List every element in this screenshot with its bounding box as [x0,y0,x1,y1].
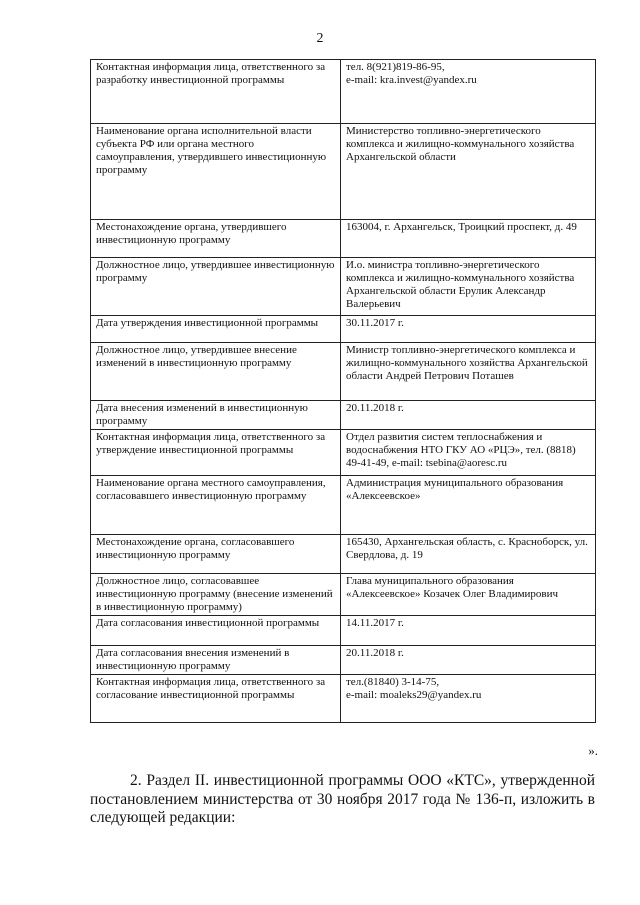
table-row [91,535,596,574]
table-row [91,574,596,616]
row-label: Контактная информация лица, ответственного за согласование инвестиционной программы [91,675,341,723]
row-label: Контактная информация лица, ответственного за утверждение инвестиционной программы [91,430,341,476]
closing-quote: ». [588,743,598,758]
row-label: Дата внесения изменений в инвестиционную программу [91,401,341,430]
table-row [91,430,596,476]
table-row [91,258,596,316]
row-value: Администрация муниципального образования «Алексеевское» [341,476,596,535]
row-label: Должностное лицо, утвердившее внесение изменений в инвестиционную программу [91,343,341,401]
table-row [91,316,596,343]
table-row [91,343,596,401]
table-row [91,616,596,646]
row-label: Дата утверждения инвестиционной программы [91,316,341,343]
row-value: Министр топливно-энергетического комплекса и жилищно-коммунального хозяйства Архангельской области Андрей Петрович Поташев [341,343,596,401]
row-value: 20.11.2018 г. [341,646,596,675]
table-row [91,220,596,258]
row-value: 30.11.2017 г. [341,316,596,343]
row-label: Дата согласования внесения изменений в инвестиционную программу [91,646,341,675]
row-value: Министерство топливно-энергетического комплекса и жилищно-коммунального хозяйства Архангельской области [341,124,596,220]
row-label: Должностное лицо, утвердившее инвестиционную программу [91,258,341,316]
row-label: Местонахождение органа, утвердившего инвестиционную программу [91,220,341,258]
table-row [91,401,596,430]
row-value: 14.11.2017 г. [341,616,596,646]
row-label: Должностное лицо, согласовавшее инвестиционную программу (внесение изменений в инвестиционную программу) [91,574,341,616]
row-value: тел. 8(921)819-86-95, e-mail: kra.invest@yandex.ru [341,60,596,124]
investment-program-info-table [90,59,596,723]
row-value: тел.(81840) 3-14-75, e-mail: moaleks29@yandex.ru [341,675,596,723]
row-value: Отдел развития систем теплоснабжения и водоснабжения НТО ГКУ АО «РЦЭ», тел. (8818) 49-41-49, e-mail: tsebina@aoresc.ru [341,430,596,476]
table-row [91,476,596,535]
row-label: Наименование органа исполнительной власти субъекта РФ или органа местного самоуправления, утвердившего инвестиционную программу [91,124,341,220]
row-label: Дата согласования инвестиционной программы [91,616,341,646]
body-paragraph: 2. Раздел II. инвестиционной программы ООО «КТС», утвержденной постановлением министерства от 30 ноября 2017 года № 136-п, изложить в следующей редакции: [90,772,595,826]
row-value: И.о. министра топливно-энергетического комплекса и жилищно-коммунального хозяйства Архангельской области Ерулик Александр Валерьевич [341,258,596,316]
page-number: 2 [316,31,324,46]
row-label: Контактная информация лица, ответственного за разработку инвестиционной программы [91,60,341,124]
row-value: 165430, Архангельская область, с. Красноборск, ул. Свердлова, д. 19 [341,535,596,574]
table-row [91,124,596,220]
table-row [91,646,596,675]
row-value: 20.11.2018 г. [341,401,596,430]
row-value: Глава муниципального образования «Алексеевское» Козачек Олег Владимирович [341,574,596,616]
row-label: Местонахождение органа, согласовавшего инвестиционную программу [91,535,341,574]
table-row [91,675,596,723]
table-row [91,60,596,124]
row-value: 163004, г. Архангельск, Троицкий проспект, д. 49 [341,220,596,258]
row-label: Наименование органа местного самоуправления, согласовавшего инвестиционную программу [91,476,341,535]
